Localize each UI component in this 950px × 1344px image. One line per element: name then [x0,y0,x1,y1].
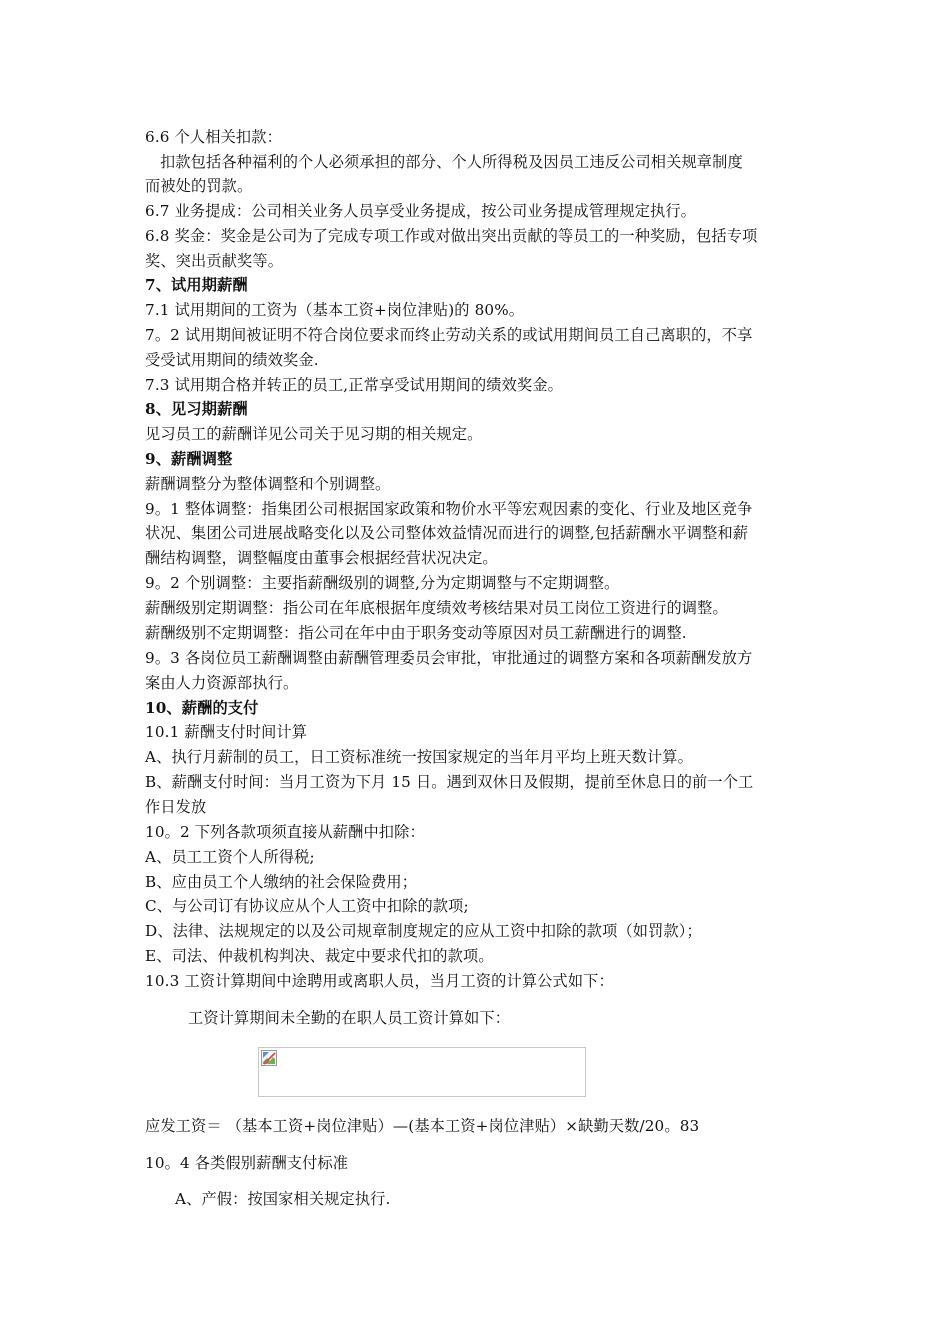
section-10-3-line: 10.3 工资计算期间中途聘用或离职人员，当月工资的计算公式如下： [145,972,614,990]
section-10-1-line: 10.1 薪酬支付时间计算 [145,723,308,741]
paragraph-line: 案由人力资源部执行。 [145,674,299,692]
paragraph-line: 薪酬级别不定期调整：指公司在年中由于职务变动等原因对员工薪酬进行的调整. [145,624,687,642]
section-9-2-line: 9。2 个别调整：主要指薪酬级别的调整,分为定期调整与不定期调整。 [145,574,620,592]
paragraph-line: 见习员工的薪酬详见公司关于见习期的相关规定。 [145,425,483,443]
section-7-3-line: 7.3 试用期合格并转正的员工,正常享受试用期间的绩效奖金。 [145,376,563,394]
list-item-b: B、薪酬支付时间：当月工资为下月 15 日。遇到双休日及假期，提前至休息日的前一个工 [145,773,754,791]
list-item-b: B、应由员工个人缴纳的社会保险费用； [145,873,418,891]
section-6-8-line: 6.8 奖金：奖金是公司为了完成专项工作或对做出突出贡献的等员工的一种奖励，包括专项 [145,227,758,245]
paragraph-line: 扣款包括各种福利的个人必须承担的部分、个人所得税及因员工违反公司相关规章制度 [160,153,743,171]
section-6-7-line: 6.7 业务提成：公司相关业务人员享受业务提成，按公司业务提成管理规定执行。 [145,202,697,220]
paragraph-line: 酬结构调整，调整幅度由董事会根据经营状况决定。 [145,549,498,567]
paragraph-line: 工资计算期间未全勤的在职人员工资计算如下： [188,1009,511,1027]
paragraph-line: 受受试用期间的绩效奖金. [145,351,319,369]
section-7-1-line: 7.1 试用期间的工资为（基本工资+岗位津贴)的 80%。 [145,301,525,319]
broken-image-placeholder [258,1047,586,1097]
section-7-2-line: 7。2 试用期间被证明不符合岗位要求而终止劳动关系的或试用期间员工自己离职的，不享 [145,326,753,344]
list-item-a: A、执行月薪制的员工，日工资标准统一按国家规定的当年月平均上班天数计算。 [145,748,693,766]
section-10-heading: 10、薪酬的支付 [145,699,259,717]
section-9-1-line: 9。1 整体调整：指集团公司根据国家政策和物价水平等宏观因素的变化、行业及地区竞争 [145,500,753,518]
section-8-heading: 8、见习期薪酬 [145,400,248,418]
section-10-2-line: 10。2 下列各款项须直接从薪酬中扣除： [145,823,425,841]
broken-image-icon [261,1050,277,1066]
paragraph-line: 作日发放 [145,798,207,816]
paragraph-line: 而被处的罚款。 [145,177,253,195]
list-item-a: A、员工工资个人所得税; [145,848,315,866]
list-item-a: A、产假：按国家相关规定执行. [175,1190,391,1208]
list-item-c: C、与公司订有协议应从个人工资中扣除的款项; [145,897,469,915]
list-item-e: E、司法、仲裁机构判决、裁定中要求代扣的款项。 [145,947,494,965]
section-10-4-line: 10。4 各类假别薪酬支付标准 [145,1154,349,1172]
paragraph-line: 奖、突出贡献奖等。 [145,252,284,270]
section-7-heading: 7、试用期薪酬 [145,276,248,294]
section-6-6-heading: 6.6 个人相关扣款： [145,128,282,146]
section-9-3-line: 9。3 各岗位员工薪酬调整由薪酬管理委员会审批，审批通过的调整方案和各项薪酬发放方 [145,649,753,667]
paragraph-line: 薪酬调整分为整体调整和个别调整。 [145,475,391,493]
list-item-d: D、法律、法规规定的以及公司规章制度规定的应从工资中扣除的款项（如罚款）； [145,922,702,940]
paragraph-line: 薪酬级别定期调整：指公司在年底根据年度绩效考核结果对员工岗位工资进行的调整。 [145,599,728,617]
paragraph-line: 状况、集团公司进展战略变化以及公司整体效益情况而进行的调整,包括薪酬水平调整和薪 [145,524,749,542]
salary-formula-line: 应发工资＝ （基本工资+岗位津贴）—(基本工资+岗位津贴）×缺勤天数/20。83 [145,1117,700,1135]
section-9-heading: 9、薪酬调整 [145,450,233,468]
